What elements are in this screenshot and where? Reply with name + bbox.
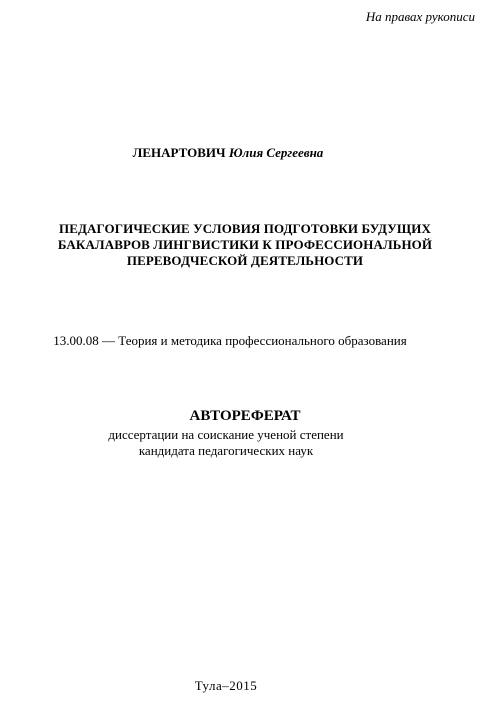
dissertation-title [0, 221, 490, 269]
place-year: Тула–2015 [194, 678, 258, 693]
title-line-3: ПЕРЕВОДЧЕСКОЙ ДЕЯТЕЛЬНОСТИ [126, 253, 364, 268]
abstract-line-2: кандидата педагогических наук [138, 443, 314, 458]
author-given-names: Юлия Сергеевна [228, 145, 324, 160]
title-line-1: ПЕДАГОГИЧЕСКИЕ УСЛОВИЯ ПОДГОТОВКИ БУДУЩИХ [59, 221, 431, 236]
title-line-2: БАКАЛАВРОВ ЛИНГВИСТИКИ К ПРОФЕССИОНАЛЬНОЙ [57, 237, 433, 252]
abstract-subtitle [0, 427, 452, 459]
abstract-heading: АВТОРЕФЕРАТ [189, 408, 301, 424]
specialty-code: 13.00.08 — Теория и методика профессионального образования [53, 333, 407, 348]
author-surname: ЛЕНАРТОВИЧ [132, 145, 226, 160]
manuscript-note: На правах рукописи [365, 9, 475, 24]
author-name [0, 145, 456, 161]
abstract-line-1: диссертации на соискание ученой степени [108, 427, 344, 442]
